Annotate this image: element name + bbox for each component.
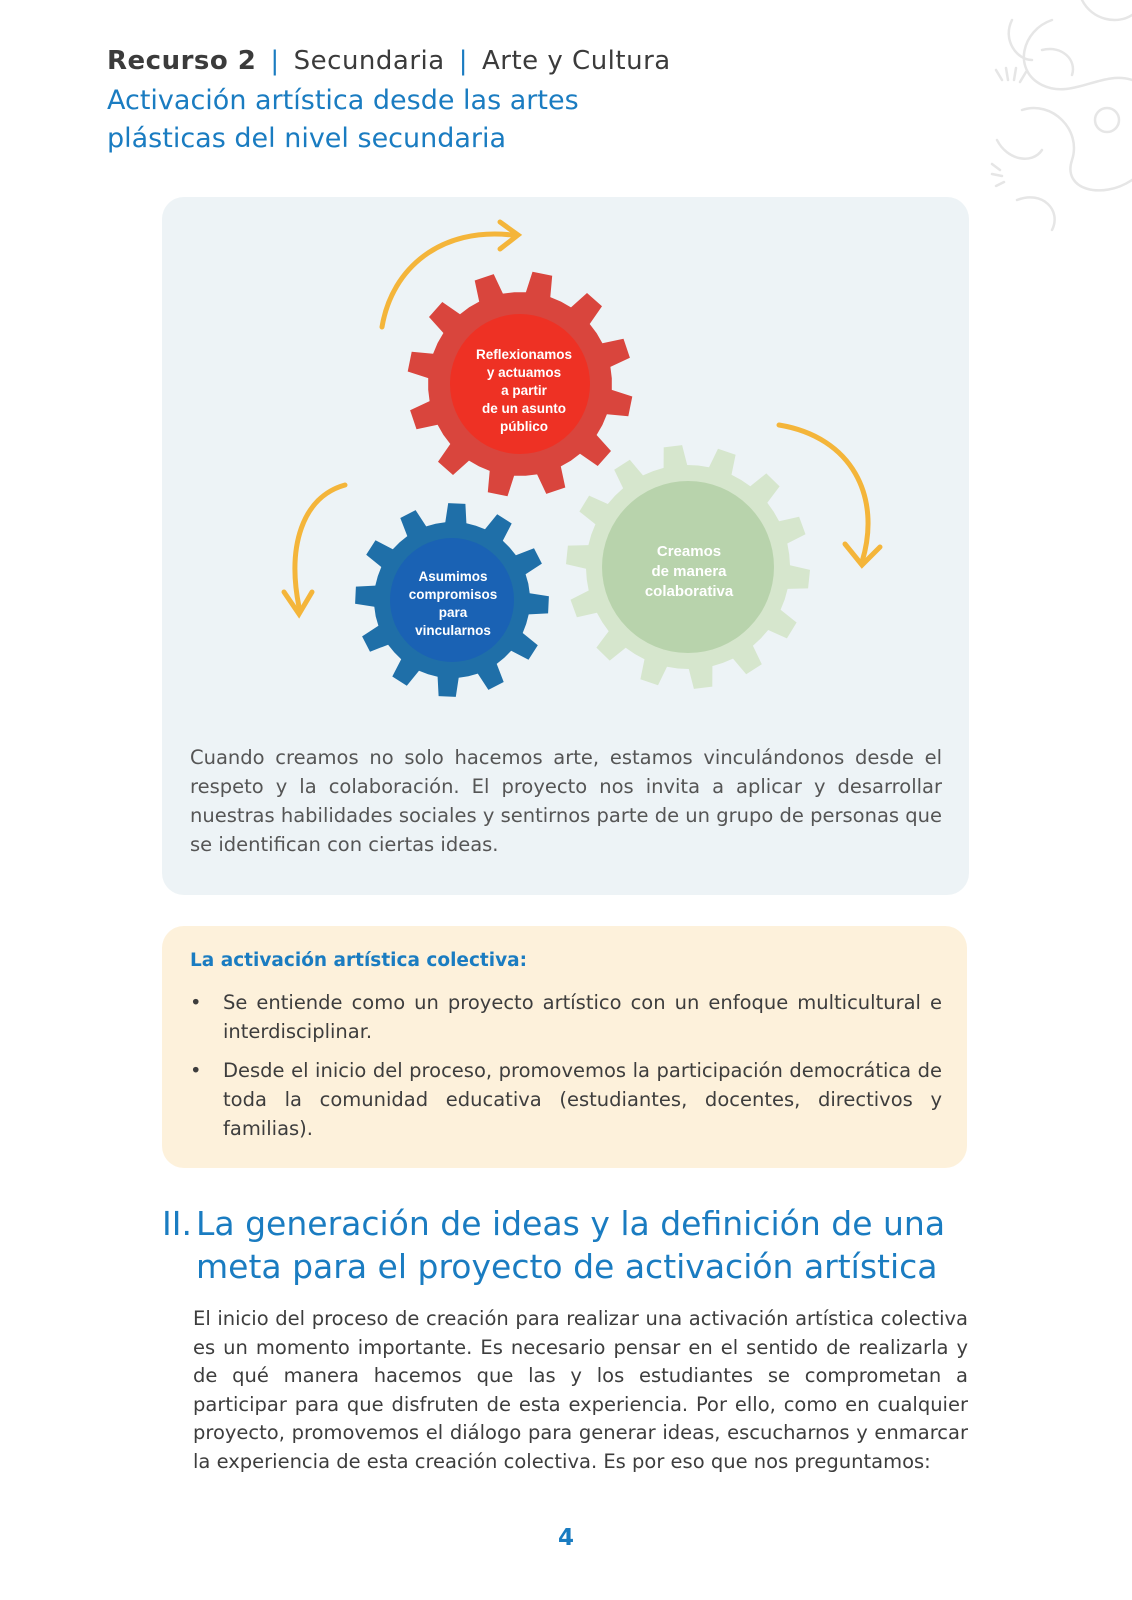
level-label: Secundaria: [293, 46, 445, 76]
diagram-panel: [162, 197, 969, 895]
section-heading: [162, 1202, 962, 1288]
arrow-left: [295, 485, 345, 607]
bullet-icon: •: [190, 1059, 202, 1082]
info-callout: [162, 926, 967, 1168]
arrow-right: [779, 425, 868, 562]
gear-blue-label: Asumimos compromisos para vincularnos: [408, 569, 498, 638]
info-list: [190, 988, 942, 1153]
gear-red-label: Reflexionamos y actuamos a partir de un asunto público: [475, 347, 573, 434]
section-number: II.: [162, 1204, 192, 1243]
gear-green-label: Creamos de manera colaborativa: [644, 543, 734, 600]
separator: |: [458, 46, 468, 76]
info-title: La activación artística colectiva:: [190, 950, 528, 971]
resource-label: Recurso 2: [107, 46, 257, 76]
page-number: 4: [557, 1525, 574, 1551]
resource-line: [107, 46, 671, 76]
list-item: • Desde el inicio del proceso, promovemos la participación democrática de toda la comunidad educativa (estudiantes, docentes, directivos y familias).: [190, 1056, 942, 1143]
diagram-caption: Cuando creamos no solo hacemos arte, estamos vinculándonos desde el respeto y la colaboración. El proyecto nos invita a aplicar y desarrollar nuestras habilidades sociales y sentirnos parte de un grupo de personas que se identifican con ciertas ideas.: [190, 746, 942, 856]
area-label: Arte y Cultura: [481, 46, 671, 76]
section-title-line1: La generación de ideas y la definición de una: [196, 1204, 946, 1243]
list-item: • Se entiende como un proyecto artístico con un enfoque multicultural e interdisciplinar.: [190, 988, 942, 1046]
bullet-icon: •: [190, 991, 202, 1014]
section-title-line2: meta para el proyecto de activación artística: [196, 1247, 938, 1286]
gears-diagram: [162, 197, 969, 737]
body-paragraph: El inicio del proceso de creación para realizar una activación artística colectiva es un momento importante. Es necesario pensar en el sentido de realizarla y de qué manera hacemos que las y los estudiantes se comprometan a participar para que disfruten de esta experiencia. Por ello, como en cualquier proyecto, promovemos el diálogo para generar ideas, escucharnos y enmarcar la experiencia de esta creación colectiva. Es por eso que nos preguntamos:: [193, 1307, 968, 1473]
document-title: Activación artística desde las artes plásticas del nivel secundaria: [107, 85, 579, 154]
separator: |: [270, 46, 280, 76]
page-header: [107, 46, 671, 158]
